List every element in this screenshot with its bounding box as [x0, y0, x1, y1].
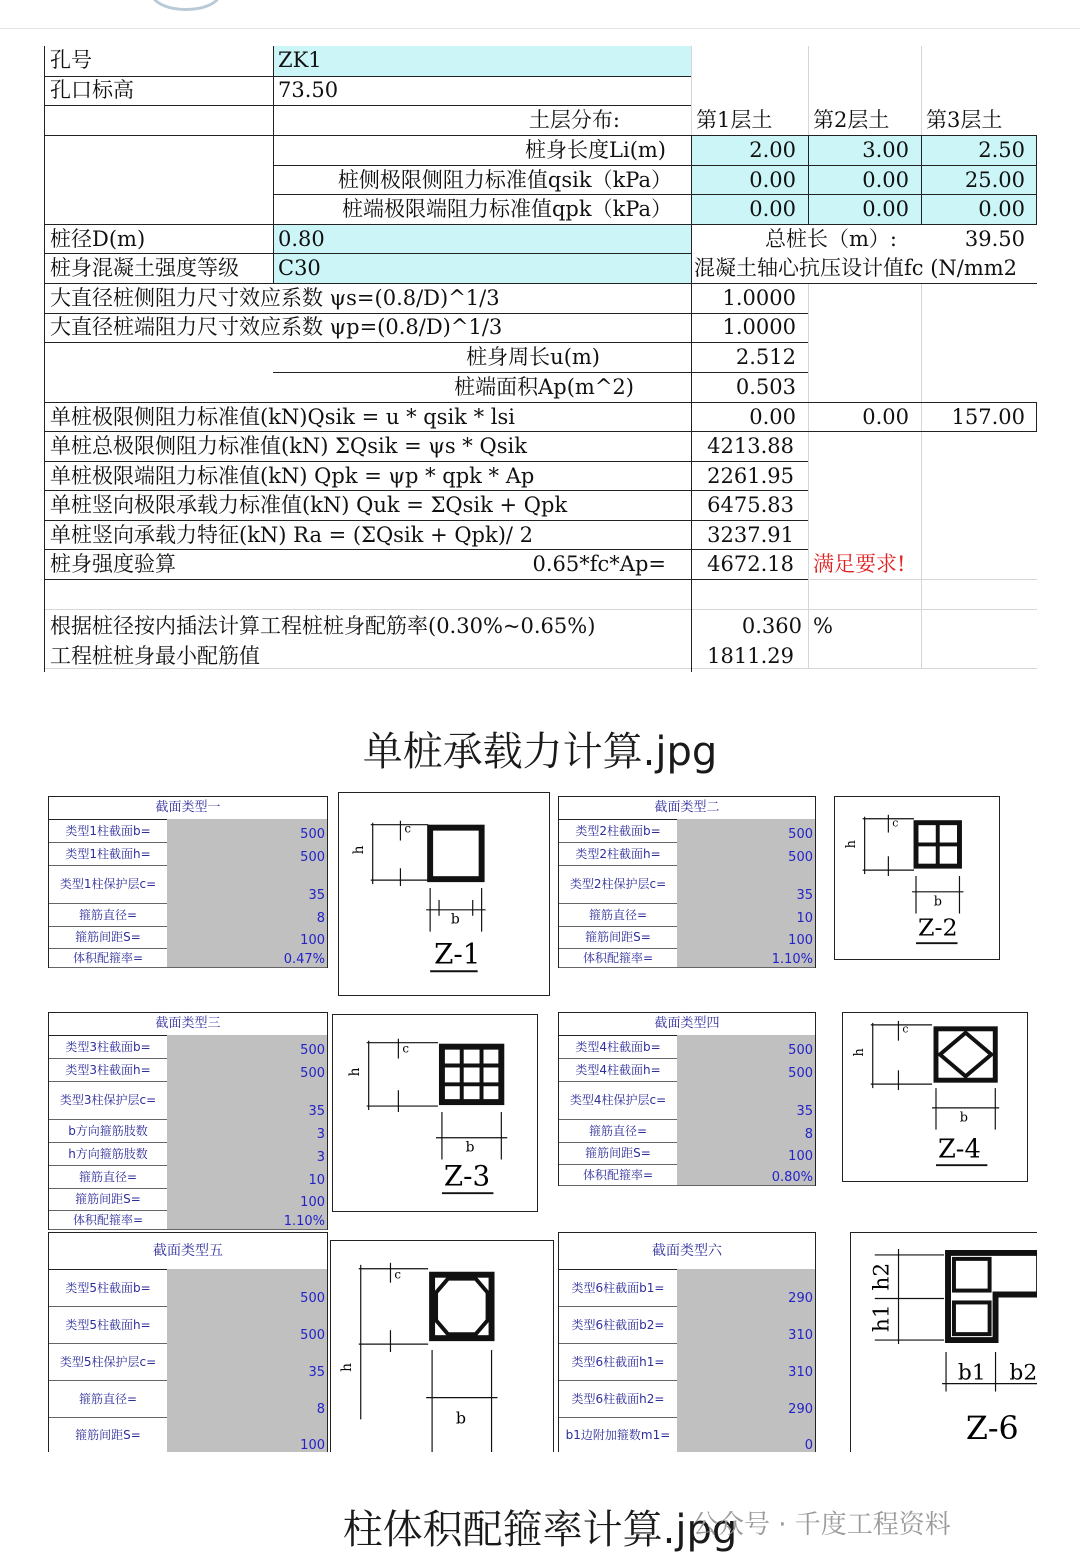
- field-label: 类型3柱保护层c=: [49, 1081, 168, 1119]
- value-cell[interactable]: 500: [677, 842, 815, 865]
- qsik-kn-layer-2: 0.00: [862, 405, 909, 429]
- panel-title: 截面类型四: [559, 1013, 815, 1036]
- elevation-input[interactable]: 73.50: [278, 78, 339, 102]
- length-layer-2[interactable]: 3.00: [862, 138, 909, 162]
- value-cell[interactable]: 35: [167, 1343, 327, 1380]
- panel-row: [559, 1119, 815, 1143]
- field-label: 箍筋直径=: [49, 1165, 168, 1188]
- perimeter-value: 2.512: [735, 345, 796, 369]
- strength-formula: 0.65*fc*Ap=: [532, 552, 666, 576]
- qsik-kn-layer-1: 0.00: [749, 405, 796, 429]
- panel-row: [49, 1081, 327, 1120]
- panel-row: [49, 1380, 327, 1418]
- value-cell[interactable]: 500: [167, 1269, 327, 1306]
- panel-row: [559, 1343, 815, 1381]
- caption-stirrup-ratio: 柱体积配箍率计算.jpg: [342, 1507, 738, 1553]
- diagram-label-c: c: [902, 1022, 909, 1036]
- panel-row: [49, 1058, 327, 1082]
- panel-row: [559, 1269, 815, 1307]
- label-hole-no: 孔号: [50, 48, 92, 72]
- panel-row: [559, 1417, 815, 1452]
- status-badge: 满足要求!: [813, 552, 906, 576]
- field-label: 类型4柱保护层c=: [559, 1081, 678, 1119]
- diagram-label-h2: h2: [869, 1262, 895, 1291]
- section-type-4-panel: [558, 1012, 816, 1186]
- label-phi-s: 大直径桩侧阻力尺寸效应系数 ψs=(0.8/D)^1/3: [50, 286, 500, 310]
- diagram-label-h: h: [346, 1067, 363, 1077]
- diagram-label-c: c: [402, 1041, 409, 1056]
- label-sum-qsik: 单桩总极限侧阻力标准值(kN) ΣQsik = ψs * Qsik: [50, 434, 527, 458]
- panel-row: [49, 1269, 327, 1307]
- quk-value: 6475.83: [707, 493, 794, 517]
- panel-title: 截面类型三: [49, 1013, 327, 1036]
- diagram-label-c: c: [892, 816, 899, 830]
- length-layer-3[interactable]: 2.50: [978, 138, 1025, 162]
- field-label: 箍筋直径=: [559, 1119, 678, 1142]
- value-cell[interactable]: 500: [167, 1306, 327, 1343]
- diagram-label-h: h: [338, 1362, 355, 1372]
- diagram-label-c: c: [394, 1267, 402, 1282]
- field-label: 箍筋直径=: [559, 903, 678, 926]
- field-label: 类型1柱截面b=: [49, 819, 168, 842]
- label-pile-length: 桩身长度Li(m): [525, 138, 666, 162]
- value-cell[interactable]: 3: [167, 1119, 327, 1142]
- section-diagram-z2: [834, 796, 1000, 960]
- diagram-label-b: b: [959, 1110, 968, 1126]
- label-ra: 单桩竖向承载力特征(kN) Ra = (ΣQsik + Qpk)/ 2: [50, 523, 534, 547]
- value-cell[interactable]: 100: [167, 926, 327, 948]
- value-cell[interactable]: 35: [677, 865, 815, 903]
- field-label: 箍筋间距S=: [49, 926, 168, 948]
- label-soil-distribution: 土层分布:: [528, 108, 620, 132]
- qsik-kn-layer-3: 157.00: [951, 405, 1025, 429]
- panel-row: [49, 1142, 327, 1166]
- qpk-layer-2[interactable]: 0.00: [862, 197, 909, 221]
- diagram-label-b2: b2: [1009, 1360, 1038, 1386]
- diagram-label-b1: b1: [957, 1360, 986, 1386]
- field-label: 类型3柱截面b=: [49, 1035, 168, 1058]
- panel-row: [49, 1343, 327, 1381]
- value-cell: 0.47%: [167, 948, 327, 967]
- value-cell[interactable]: 8: [677, 1119, 815, 1142]
- field-label: b方向箍筋肢数: [49, 1119, 168, 1142]
- end-area-value: 0.503: [735, 375, 796, 399]
- panel-title: 截面类型一: [49, 797, 327, 820]
- panel-row: [49, 1306, 327, 1344]
- field-label: 类型6柱截面b2=: [559, 1306, 678, 1343]
- label-total-length: 总桩长（m）:: [765, 227, 897, 251]
- panel-row: [49, 865, 327, 904]
- qpk-layer-3[interactable]: 0.00: [978, 197, 1025, 221]
- diagram-title: Z-6: [965, 1411, 1019, 1448]
- diagram-label-h: h: [843, 840, 859, 849]
- field-label: 类型2柱保护层c=: [559, 865, 678, 903]
- label-elevation: 孔口标高: [50, 78, 134, 102]
- label-min-reinforcement: 工程桩桩身最小配筋值: [50, 644, 260, 668]
- value-cell[interactable]: 290: [677, 1380, 815, 1417]
- panel-row: [49, 1165, 327, 1189]
- total-length-value: 39.50: [964, 227, 1025, 251]
- section-diagram-z3: [332, 1014, 538, 1212]
- section-diagram-z1: [338, 792, 550, 996]
- watermark: 公众号 · 千度工程资料: [692, 1510, 951, 1540]
- qsik-layer-2[interactable]: 0.00: [862, 168, 909, 192]
- stirrup-ratio-sheet: [44, 790, 1037, 1452]
- qpk-kn-value: 2261.95: [707, 464, 794, 488]
- value-cell[interactable]: 500: [167, 819, 327, 842]
- diagram-label-b: b: [465, 1139, 475, 1156]
- top-bar: [0, 0, 1080, 29]
- section-type-5-panel: [48, 1232, 328, 1452]
- field-label: 体积配箍率=: [559, 1164, 678, 1185]
- field-label: 类型5柱截面h=: [49, 1306, 168, 1343]
- phi-p-value: 1.0000: [722, 315, 796, 339]
- field-label: 体积配箍率=: [49, 1210, 168, 1229]
- qsik-layer-3[interactable]: 25.00: [964, 168, 1025, 192]
- value-cell[interactable]: 10: [167, 1165, 327, 1188]
- field-label: 类型2柱截面b=: [559, 819, 678, 842]
- panel-row: [49, 948, 327, 968]
- value-cell: 0.80%: [677, 1164, 815, 1185]
- field-label: 类型4柱截面h=: [559, 1058, 678, 1081]
- label-strength-check: 桩身强度验算: [50, 552, 176, 576]
- caption-pile-capacity: 单桩承载力计算.jpg: [362, 729, 718, 775]
- panel-row: [49, 903, 327, 927]
- field-label: 类型6柱截面h1=: [559, 1343, 678, 1380]
- panel-row: [49, 1210, 327, 1230]
- panel-row: [559, 819, 815, 843]
- section-type-3-panel: [48, 1012, 328, 1230]
- panel-row: [559, 1058, 815, 1082]
- panel-row: [49, 842, 327, 866]
- field-label: 箍筋间距S=: [559, 926, 678, 948]
- field-label: 类型5柱保护层c=: [49, 1343, 168, 1380]
- field-label: 箍筋直径=: [49, 903, 168, 926]
- diagram-title: Z-1: [434, 937, 481, 971]
- value-cell[interactable]: 500: [677, 819, 815, 842]
- value-cell[interactable]: 8: [167, 1380, 327, 1417]
- field-label: 类型5柱截面b=: [49, 1269, 168, 1306]
- value-cell[interactable]: 3: [167, 1142, 327, 1165]
- label-qpk: 桩端极限端阻力标准值qpk（kPa）: [341, 197, 672, 221]
- value-cell[interactable]: 500: [677, 1035, 815, 1058]
- label-phi-p: 大直径桩端阻力尺寸效应系数 ψp=(0.8/D)^1/3: [50, 315, 503, 339]
- panel-row: [49, 1417, 327, 1452]
- panel-row: [559, 1380, 815, 1418]
- section-diagram-z6: [850, 1232, 1037, 1452]
- value-cell[interactable]: 500: [167, 842, 327, 865]
- field-label: 箍筋间距S=: [49, 1417, 168, 1452]
- diagram-title: Z-4: [937, 1134, 981, 1165]
- panel-row: [559, 1306, 815, 1344]
- diagram-label-h1: h1: [869, 1304, 895, 1333]
- field-label: 类型3柱截面h=: [49, 1058, 168, 1081]
- panel-row: [49, 1035, 327, 1059]
- field-label: b1边附加箍数m1=: [559, 1417, 678, 1452]
- field-label: 类型6柱截面h2=: [559, 1380, 678, 1417]
- qpk-layer-1[interactable]: 0.00: [749, 197, 796, 221]
- field-label: 箍筋直径=: [49, 1380, 168, 1417]
- strength-value: 4672.18: [707, 552, 794, 576]
- field-label: 体积配箍率=: [559, 948, 678, 967]
- layer-1-header: 第1层土: [696, 108, 773, 132]
- diagram-label-b: b: [450, 911, 460, 928]
- value-cell[interactable]: 100: [677, 1142, 815, 1164]
- field-label: 类型4柱截面b=: [559, 1035, 678, 1058]
- panel-title: 截面类型五: [49, 1233, 327, 1270]
- diagram-title: Z-3: [443, 1159, 491, 1193]
- panel-title: 截面类型六: [559, 1233, 815, 1270]
- diagram-title: Z-2: [917, 913, 958, 942]
- field-label: 类型1柱保护层c=: [49, 865, 168, 903]
- value-cell[interactable]: 35: [677, 1081, 815, 1119]
- field-label: 箍筋间距S=: [49, 1188, 168, 1210]
- percent-unit: %: [813, 614, 833, 638]
- diameter-input[interactable]: 0.80: [278, 227, 325, 251]
- value-cell[interactable]: 500: [167, 1035, 327, 1058]
- reinforcement-rate-value: 0.360: [741, 614, 802, 638]
- value-cell[interactable]: 35: [167, 1081, 327, 1119]
- value-cell[interactable]: 35: [167, 865, 327, 903]
- section-type-1-panel: [48, 796, 328, 968]
- diagram-label-h: h: [851, 1048, 867, 1057]
- field-label: 类型6柱截面b1=: [559, 1269, 678, 1306]
- label-reinforcement-rate: 根据桩径按内插法计算工程桩桩身配筋率(0.30%~0.65%): [50, 614, 596, 638]
- section-diagram-z5: [330, 1240, 554, 1452]
- panel-row: [559, 1081, 815, 1120]
- value-cell[interactable]: 290: [677, 1269, 815, 1306]
- hole-no-input[interactable]: ZK1: [278, 48, 322, 72]
- label-qsik-kn: 单桩极限侧阻力标准值(kN)Qsik = u * qsik * lsi: [50, 405, 515, 429]
- label-end-area: 桩端面积Ap(m^2): [454, 375, 634, 399]
- value-cell[interactable]: 100: [167, 1417, 327, 1452]
- layer-2-header: 第2层土: [813, 108, 890, 132]
- value-cell: 1.10%: [167, 1210, 327, 1229]
- section-type-2-panel: [558, 796, 816, 968]
- value-cell[interactable]: 500: [167, 1058, 327, 1081]
- avatar: [150, 0, 222, 11]
- value-cell[interactable]: 10: [677, 903, 815, 926]
- diagram-label-c: c: [404, 821, 412, 836]
- panel-row: [559, 1164, 815, 1186]
- panel-row: [49, 1188, 327, 1211]
- phi-s-value: 1.0000: [722, 286, 796, 310]
- label-quk: 单桩竖向极限承载力标准值(kN) Quk = ΣQsik + Qpk: [50, 493, 568, 517]
- panel-row: [559, 903, 815, 927]
- label-perimeter: 桩身周长u(m): [466, 345, 600, 369]
- value-cell[interactable]: 100: [167, 1188, 327, 1210]
- concrete-grade-input[interactable]: C30: [278, 256, 321, 280]
- panel-title: 截面类型二: [559, 797, 815, 820]
- label-qsik: 桩侧极限侧阻力标准值qsik（kPa）: [337, 168, 672, 192]
- label-qpk-kn: 单桩极限端阻力标准值(kN) Qpk = ψp * qpk * Ap: [50, 464, 535, 488]
- value-cell[interactable]: 100: [677, 926, 815, 948]
- panel-row: [559, 1035, 815, 1059]
- value-cell[interactable]: 310: [677, 1306, 815, 1343]
- value-cell[interactable]: 310: [677, 1343, 815, 1380]
- panel-row: [559, 865, 815, 904]
- value-cell[interactable]: 500: [677, 1058, 815, 1081]
- panel-row: [559, 926, 815, 949]
- panel-row: [49, 1119, 327, 1143]
- panel-row: [559, 948, 815, 968]
- field-label: 类型2柱截面h=: [559, 842, 678, 865]
- label-diameter: 桩径D(m): [50, 227, 146, 251]
- field-label: 体积配箍率=: [49, 948, 168, 967]
- field-label: 箍筋间距S=: [559, 1142, 678, 1164]
- field-label: h方向箍筋肢数: [49, 1142, 168, 1165]
- layer-3-header: 第3层土: [926, 108, 1003, 132]
- min-reinforcement-value: 1811.29: [707, 644, 794, 668]
- qsik-layer-1[interactable]: 0.00: [749, 168, 796, 192]
- value-cell: 1.10%: [677, 948, 815, 967]
- diagram-label-b: b: [933, 894, 943, 910]
- label-concrete-grade: 桩身混凝土强度等级: [50, 256, 239, 280]
- panel-row: [559, 842, 815, 866]
- ra-value: 3237.91: [707, 523, 794, 547]
- pile-capacity-sheet: [44, 46, 1037, 672]
- panel-row: [49, 819, 327, 843]
- value-cell[interactable]: 8: [167, 903, 327, 926]
- value-cell[interactable]: 0: [677, 1417, 815, 1452]
- label-fc: 混凝土轴心抗压设计值fc (N/mm2: [694, 256, 1018, 280]
- section-type-6-panel: [558, 1232, 816, 1452]
- diagram-label-h: h: [350, 845, 367, 855]
- panel-row: [49, 926, 327, 949]
- field-label: 类型1柱截面h=: [49, 842, 168, 865]
- sum-qsik-value: 4213.88: [707, 434, 794, 458]
- length-layer-1[interactable]: 2.00: [749, 138, 796, 162]
- section-diagram-z4: [842, 1012, 1028, 1182]
- panel-row: [559, 1142, 815, 1165]
- diagram-label-b: b: [455, 1408, 467, 1428]
